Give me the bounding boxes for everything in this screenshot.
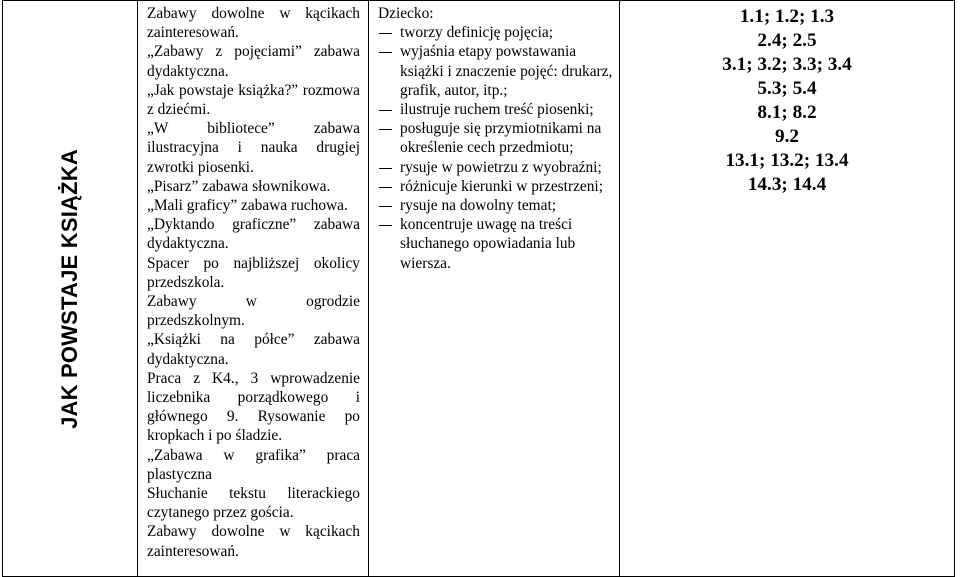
activity-item: Praca z K4., 3 wprowadzenie liczebnika porządkowego i głównego 9. Rysowanie po kropkach i po śladzie. xyxy=(147,369,360,445)
goal-item: rysuje w powietrzu z wyobraźni; xyxy=(378,158,613,177)
activity-item: „Mali graficy” zabawa ruchowa. xyxy=(147,197,348,215)
code-line: 5.3; 5.4 xyxy=(757,78,817,99)
goal-item: ilustruje ruchem treść piosenki; xyxy=(378,100,613,119)
goals-heading: Dziecko: xyxy=(378,5,434,22)
activity-item: Spacer po najbliższej okolicy przedszkola. xyxy=(147,254,360,291)
activity-item: Zabawy dowolne w kącikach zainteresowań. xyxy=(147,5,360,42)
goal-item: rysuje na dowolny temat; xyxy=(378,196,613,215)
goals-list xyxy=(369,1,619,273)
curriculum-codes xyxy=(620,1,954,197)
goal-item: posługuje się przymiotnikami na określenie cech przedmiotu; xyxy=(378,119,613,157)
code-line: 2.4; 2.5 xyxy=(757,30,817,51)
goal-item: różnicuje kierunki w przestrzeni; xyxy=(378,177,613,196)
activity-item: „Zabawy z pojęciami” zabawa dydaktyczna. xyxy=(147,43,360,80)
activity-item: „Zabawa w grafika” praca plastyczna xyxy=(147,446,360,483)
activity-item: „Dyktando graficzne” zabawa dydaktyczna. xyxy=(147,216,360,253)
goals-cell xyxy=(369,1,620,577)
activity-item: „Pisarz” zabawa słownikowa. xyxy=(147,177,331,195)
topic-cell xyxy=(3,1,138,577)
topic-title: JAK POWSTAJE KSIĄŻKA xyxy=(57,148,82,429)
goal-item: tworzy definicję pojęcia; xyxy=(378,23,613,42)
lesson-plan-table xyxy=(2,0,955,577)
table-row xyxy=(3,1,955,577)
activity-item: Zabawy w ogrodzie przedszkolnym. xyxy=(147,293,360,330)
activity-item: Słuchanie tekstu literackiego czytanego przez gościa. xyxy=(147,485,360,522)
goal-item: wyjaśnia etapy powstawania książki i znaczenie pojęć: drukarz, grafik, autor, itp.; xyxy=(378,42,613,100)
code-line: 13.1; 13.2; 13.4 xyxy=(725,150,849,171)
activity-item: „Książki na półce” zabawa dydaktyczna. xyxy=(147,331,360,368)
activities-list xyxy=(138,1,368,561)
activity-item: „W bibliotece” zabawa ilustracyjna i nauka drugiej zwrotki piosenki. xyxy=(147,120,360,176)
activity-item: „Jak powstaje książka?” rozmowa z dziećmi. xyxy=(147,81,360,119)
code-line: 9.2 xyxy=(775,126,799,147)
curriculum-codes-cell xyxy=(620,1,955,577)
activity-item: Zabawy dowolne w kącikach zainteresowań. xyxy=(147,523,360,560)
code-line: 8.1; 8.2 xyxy=(757,102,817,123)
goal-item: koncentruje uwagę na treści słuchanego opowiadania lub wiersza. xyxy=(378,215,613,273)
code-line: 1.1; 1.2; 1.3 xyxy=(739,6,835,27)
activities-cell xyxy=(138,1,369,577)
code-line: 14.3; 14.4 xyxy=(747,174,827,195)
code-line: 3.1; 3.2; 3.3; 3.4 xyxy=(722,54,852,75)
